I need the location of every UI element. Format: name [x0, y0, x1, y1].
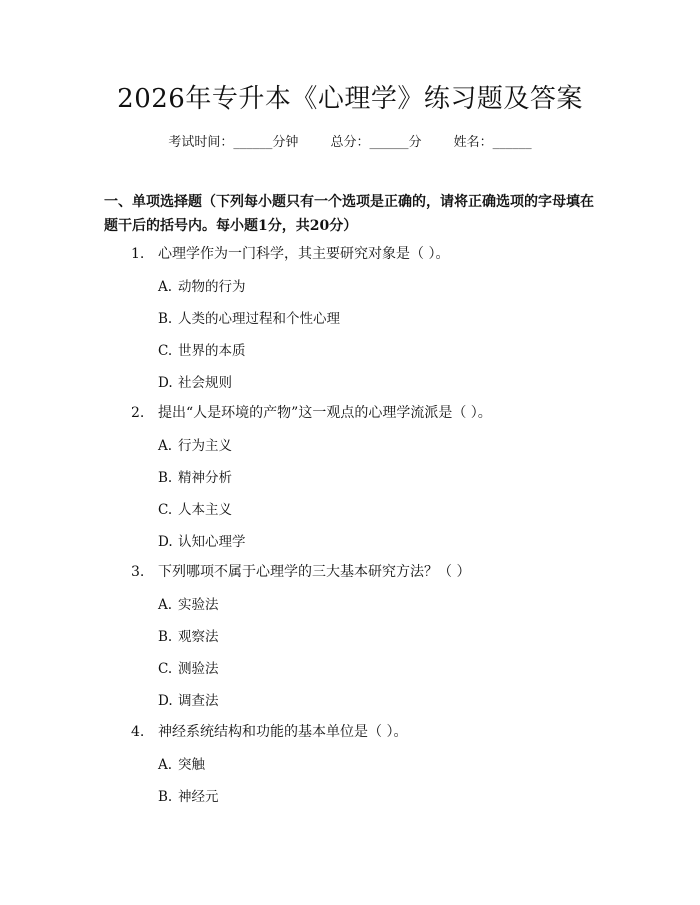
student-name: 姓名：______: [453, 135, 532, 150]
option-3a: A. 实验法: [158, 597, 219, 613]
option-3d: D. 调查法: [158, 693, 219, 709]
option-2a: A. 行为主义: [158, 438, 232, 454]
question-number: 1.: [131, 246, 145, 262]
question-number: 3.: [131, 564, 145, 580]
option-1a: A. 动物的行为: [158, 279, 246, 295]
total-score: 总分：______分: [330, 135, 422, 150]
question-text: 心理学作为一门科学，其主要研究对象是（ ）。: [158, 246, 450, 262]
option-3c: C. 测验法: [158, 661, 219, 677]
question-number: 4.: [131, 724, 145, 740]
exam-time: 考试时间：______分钟: [168, 135, 299, 150]
question-1: [131, 243, 449, 263]
question-text: 下列哪项不属于心理学的三大基本研究方法？（ ）: [158, 564, 471, 580]
question-4: [131, 721, 407, 741]
question-2: [131, 402, 492, 422]
option-2b: B. 精神分析: [158, 470, 232, 486]
option-2d: D. 认知心理学: [158, 534, 246, 550]
option-3b: B. 观察法: [158, 629, 219, 645]
option-4a: A. 突触: [158, 757, 205, 773]
question-text: 神经系统结构和功能的基本单位是（ ）。: [158, 724, 408, 740]
exam-info: [0, 131, 700, 150]
option-1c: C. 世界的本质: [158, 343, 246, 359]
question-3: [131, 561, 470, 581]
page-title: 2026年专升本《心理学》练习题及答案: [117, 84, 583, 114]
option-4b: B. 神经元: [158, 789, 219, 805]
question-number: 2.: [131, 405, 145, 421]
option-1d: D. 社会规则: [158, 375, 232, 391]
option-1b: B. 人类的心理过程和个性心理: [158, 311, 340, 327]
section-heading: 一、单项选择题（下列每小题只有一个选项是正确的，请将正确选项的字母填在题干后的括号内。每小题1分，共20分）: [104, 194, 594, 234]
option-2c: C. 人本主义: [158, 502, 232, 518]
question-text: 提出“人是环境的产物”这一观点的心理学流派是（ ）。: [158, 405, 492, 421]
